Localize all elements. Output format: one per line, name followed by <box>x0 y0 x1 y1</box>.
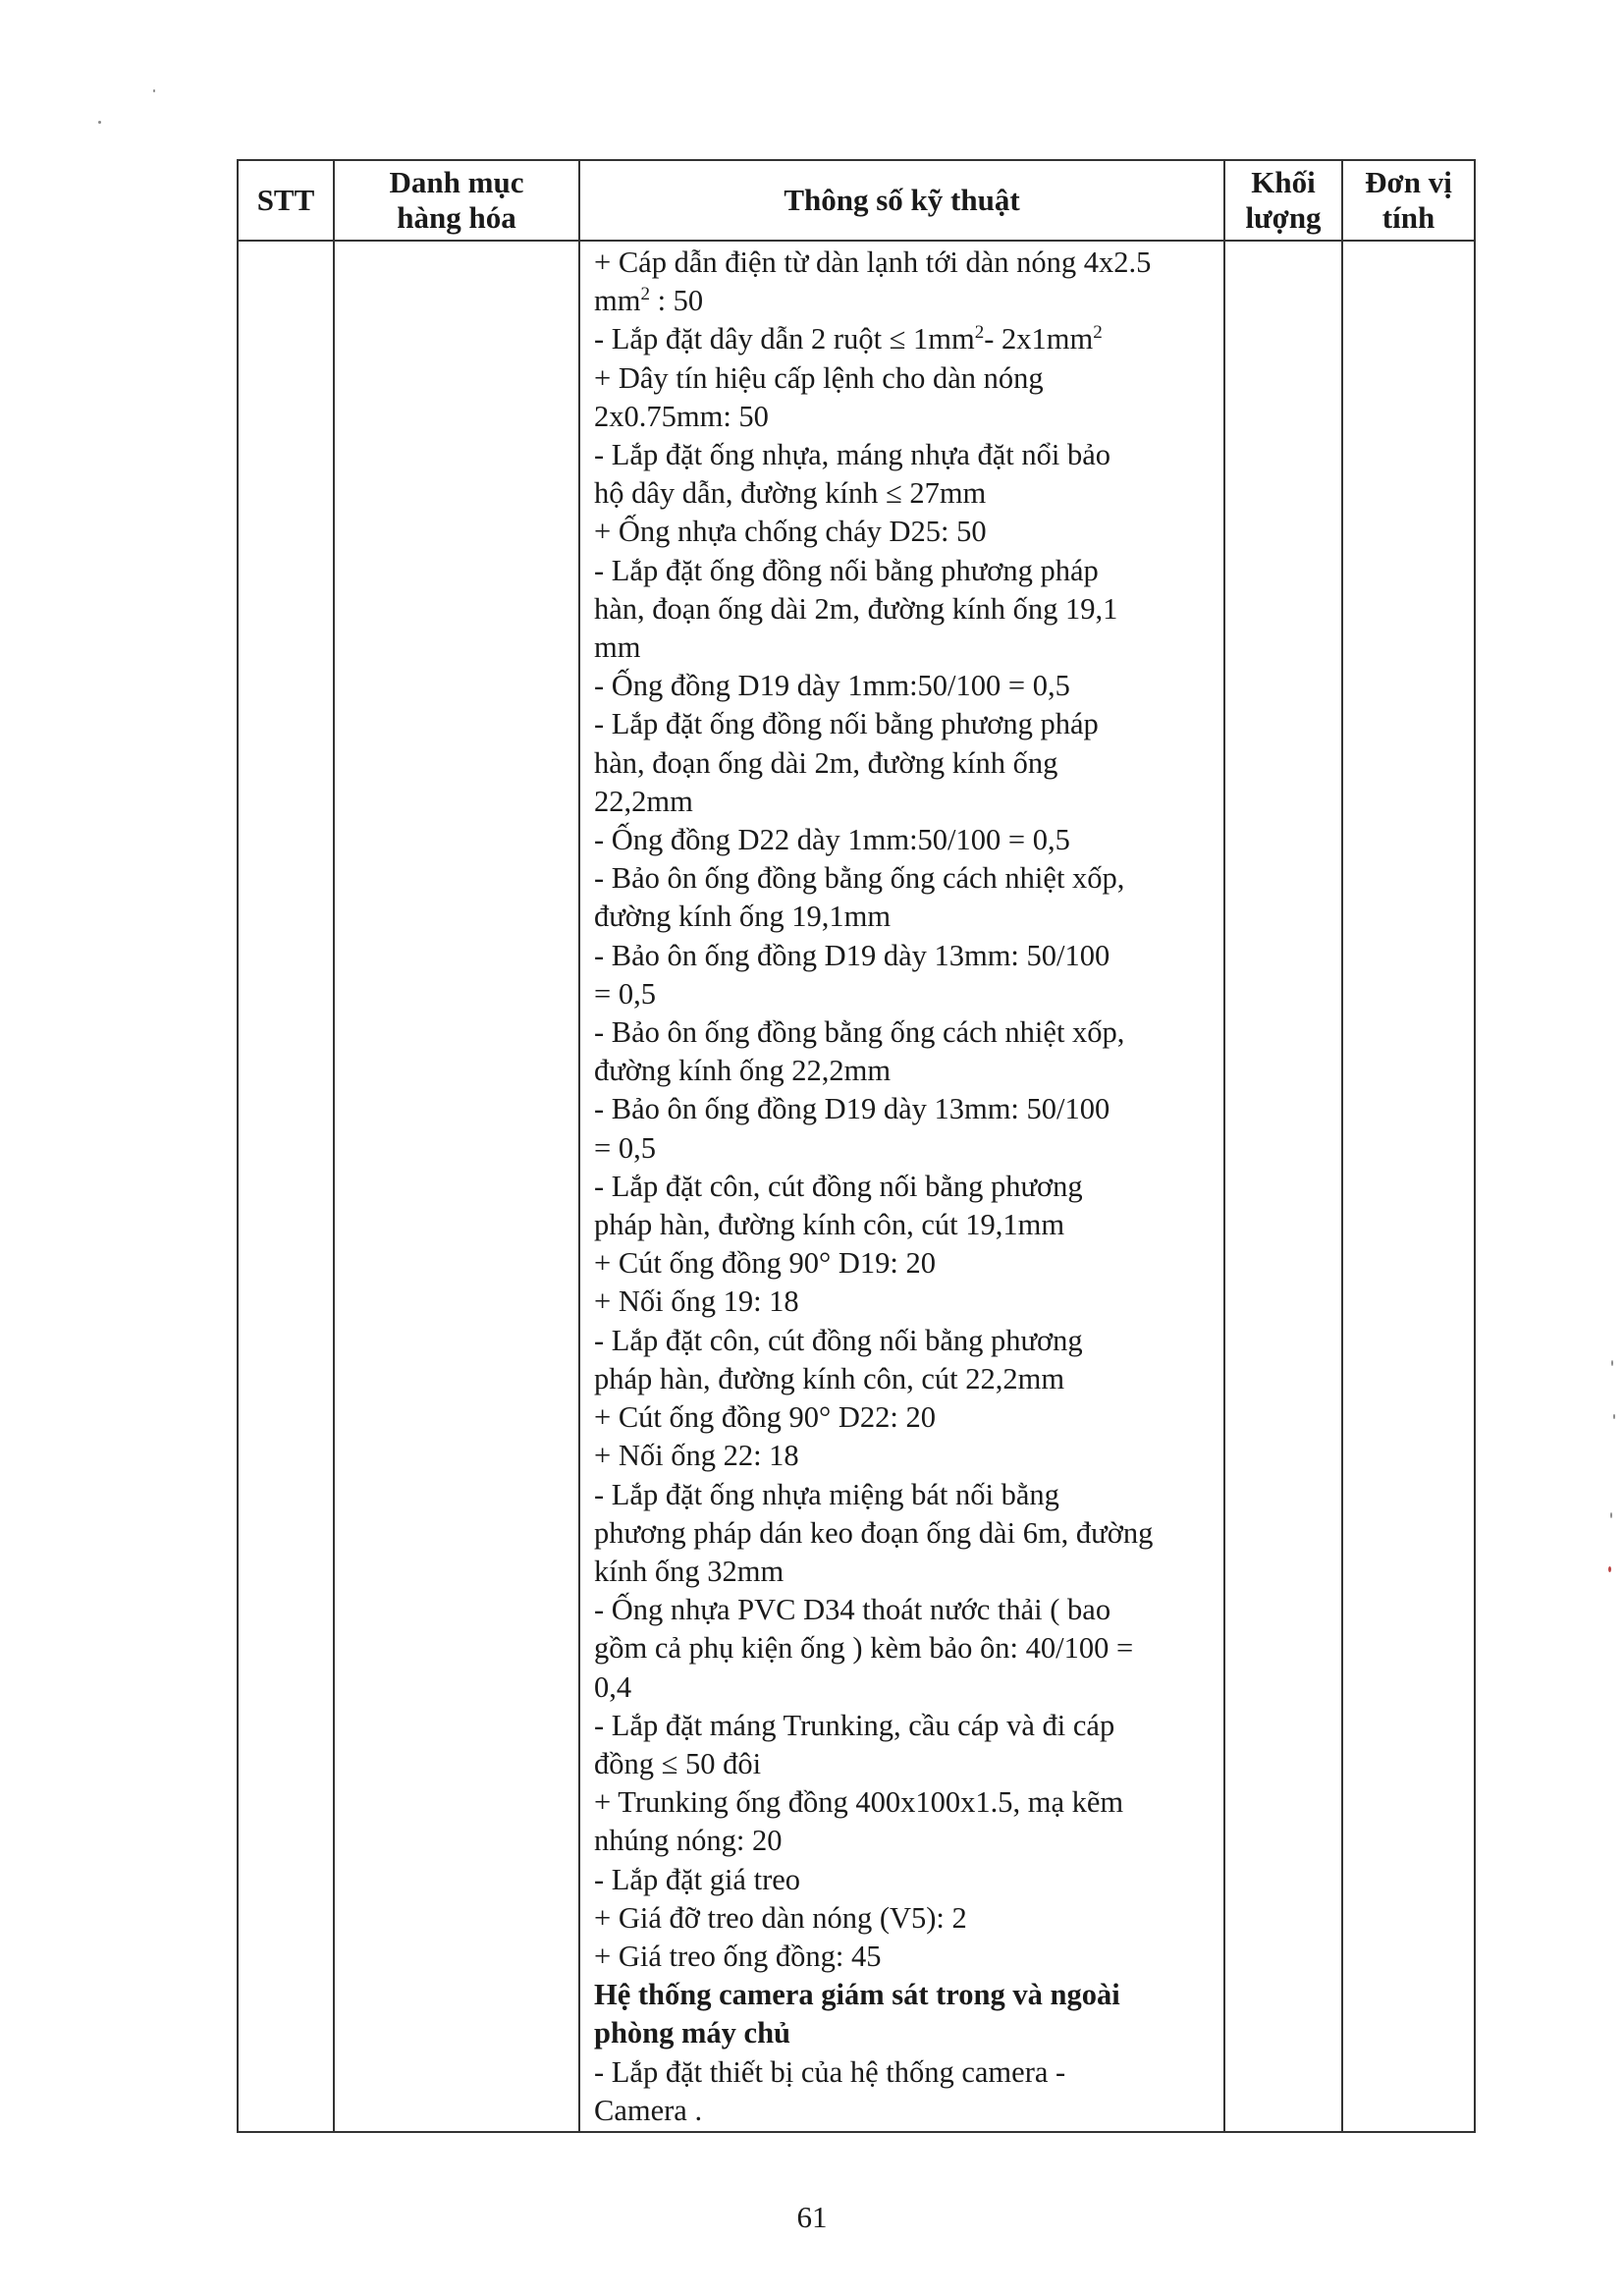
spec-line <box>594 320 1218 358</box>
spec-line <box>594 1168 1218 1206</box>
spec-text: - Lắp đặt ống đồng nối bằng phương pháp <box>594 553 1099 587</box>
scan-speck <box>1611 1360 1613 1366</box>
spec-line <box>594 1244 1218 1283</box>
spec-text: đường kính ống 19,1mm <box>594 900 892 934</box>
spec-text: - Lắp đặt máng Trunking, cầu cáp và đi cáp <box>594 1708 1115 1742</box>
spec-line <box>594 705 1218 743</box>
header-stt-label: STT <box>256 183 315 217</box>
spec-line <box>594 1013 1218 1052</box>
superscript: 2 <box>640 284 650 305</box>
spec-line <box>594 1707 1218 1745</box>
header-item-category <box>334 160 579 241</box>
section-heading-line <box>594 2014 1218 2052</box>
spec-line <box>594 1360 1218 1398</box>
scan-speck <box>98 121 101 124</box>
spec-text: - Bảo ôn ống đồng bằng ống cách nhiệt xốp, <box>594 861 1125 896</box>
spec-line <box>594 436 1218 474</box>
spec-line <box>594 1052 1218 1090</box>
spec-text: mm <box>594 630 641 665</box>
header-technical-specs-label: Thông số kỹ thuật <box>784 183 1020 217</box>
spec-text: kính ống 32mm <box>594 1554 785 1588</box>
spec-text: - Lắp đặt ống nhựa miệng bát nối bằng <box>594 1477 1059 1511</box>
header-item-category-line1: Danh mục <box>389 165 524 199</box>
spec-text: - Lắp đặt ống nhựa, máng nhựa đặt nổi bảo <box>594 438 1111 472</box>
spec-line <box>594 898 1218 936</box>
spec-line <box>594 1206 1218 1244</box>
spec-text: - Lắp đặt ống đồng nối bằng phương pháp <box>594 707 1099 741</box>
spec-line <box>594 2053 1218 2092</box>
spec-text: phương pháp dán keo đoạn ống dài 6m, đường <box>594 1515 1154 1550</box>
spec-text: - Ống nhựa PVC D34 thoát nước thải ( bao <box>594 1593 1111 1627</box>
spec-text: - Lắp đặt dây dẫn 2 ruột ≤ 1mm <box>594 322 975 356</box>
spec-text: pháp hàn, đường kính côn, cút 22,2mm <box>594 1361 1065 1395</box>
spec-text: - 2x1mm <box>984 322 1094 356</box>
spec-text: + Cút ống đồng 90° D19: 20 <box>594 1246 936 1281</box>
superscript: 2 <box>974 322 985 344</box>
spec-text: hộ dây dẫn, đường kính ≤ 27mm <box>594 476 987 511</box>
spec-line <box>594 1476 1218 1514</box>
spec-line <box>594 1129 1218 1168</box>
spec-text: + Trunking ống đồng 400x100x1.5, mạ kẽm <box>594 1785 1124 1820</box>
header-unit-line1: Đơn vị <box>1365 165 1452 199</box>
spec-text: - Lắp đặt côn, cút đồng nối bằng phương <box>594 1323 1083 1357</box>
spec-text: Camera . <box>594 2093 703 2127</box>
spec-line <box>594 1591 1218 1629</box>
quantity-cell <box>1224 241 1342 2132</box>
spec-text: pháp hàn, đường kính côn, cút 19,1mm <box>594 1208 1065 1242</box>
spec-line <box>594 821 1218 859</box>
scan-speck <box>153 89 155 92</box>
spec-text: - Lắp đặt côn, cút đồng nối bằng phương <box>594 1169 1083 1203</box>
spec-text: 2x0.75mm: 50 <box>594 399 769 433</box>
spec-line <box>594 513 1218 551</box>
spec-line <box>594 1398 1218 1437</box>
scan-speck <box>1613 1414 1615 1419</box>
spec-text: 22,2mm <box>594 784 693 818</box>
spec-text: - Lắp đặt giá treo <box>594 1862 801 1896</box>
spec-text: + Nối ống 19: 18 <box>594 1285 799 1319</box>
header-unit <box>1342 160 1475 241</box>
spec-text: hàn, đoạn ống dài 2m, đường kính ống <box>594 745 1058 780</box>
superscript: 2 <box>1093 322 1103 344</box>
page-number: 61 <box>796 2200 828 2234</box>
spec-line <box>594 1090 1218 1128</box>
spec-line <box>594 398 1218 436</box>
spec-line <box>594 629 1218 667</box>
spec-line <box>594 2092 1218 2130</box>
spec-text: + Giá treo ống đồng: 45 <box>594 1939 882 1973</box>
spec-text: gồm cả phụ kiện ống ) kèm bảo ôn: 40/100 = <box>594 1631 1134 1666</box>
spec-line <box>594 1283 1218 1321</box>
spec-line <box>594 1861 1218 1899</box>
item-category-cell <box>334 241 579 2132</box>
header-quantity-line1: Khối <box>1251 165 1316 199</box>
spec-line <box>594 744 1218 783</box>
spec-line <box>594 1899 1218 1938</box>
spec-text: + Giá đỡ treo dàn nóng (V5): 2 <box>594 1900 967 1935</box>
spec-text: = 0,5 <box>594 976 656 1011</box>
spec-text: - Ống đồng D19 dày 1mm:50/100 = 0,5 <box>594 669 1070 703</box>
spec-line <box>594 1822 1218 1860</box>
spec-line <box>594 1514 1218 1553</box>
spec-line <box>594 937 1218 975</box>
spec-line <box>594 590 1218 629</box>
spec-line <box>594 783 1218 821</box>
spec-line <box>594 282 1218 320</box>
spec-text: - Bảo ôn ống đồng bằng ống cách nhiệt xốp, <box>594 1015 1125 1050</box>
spec-text: + Ống nhựa chống cháy D25: 50 <box>594 515 987 549</box>
spec-line <box>594 1553 1218 1591</box>
stt-cell <box>238 241 334 2132</box>
spec-line <box>594 1437 1218 1475</box>
header-item-category-line2: hàng hóa <box>397 200 516 235</box>
header-technical-specs <box>579 160 1224 241</box>
spec-text: - Lắp đặt thiết bị của hệ thống camera - <box>594 2054 1066 2089</box>
header-quantity-line2: lượng <box>1245 200 1322 235</box>
spec-line <box>594 1629 1218 1667</box>
spec-line <box>594 1783 1218 1822</box>
spec-line <box>594 474 1218 513</box>
spec-line <box>594 244 1218 282</box>
spec-line <box>594 1938 1218 1976</box>
spec-text: : 50 <box>649 284 704 318</box>
spec-line <box>594 1322 1218 1360</box>
spec-text: đồng ≤ 50 đôi <box>594 1746 762 1780</box>
spec-line <box>594 552 1218 590</box>
unit-cell <box>1342 241 1475 2132</box>
spec-table <box>237 159 1476 2133</box>
spec-text: - Ống đồng D22 dày 1mm:50/100 = 0,5 <box>594 823 1070 857</box>
spec-text: nhúng nóng: 20 <box>594 1824 783 1858</box>
spec-text: 0,4 <box>594 1669 632 1704</box>
spec-text: mm <box>594 284 641 318</box>
spec-lines <box>594 244 1218 2130</box>
technical-specs-cell <box>579 241 1224 2132</box>
section-heading-line <box>594 1976 1218 2014</box>
header-stt <box>238 160 334 241</box>
spec-text: + Cút ống đồng 90° D22: 20 <box>594 1400 936 1435</box>
table-header-row <box>238 160 1475 241</box>
spec-text: - Bảo ôn ống đồng D19 dày 13mm: 50/100 <box>594 1092 1110 1126</box>
spec-text: = 0,5 <box>594 1130 656 1165</box>
spec-text: phòng máy chủ <box>594 2016 791 2050</box>
spec-line <box>594 859 1218 898</box>
spec-text: đường kính ống 22,2mm <box>594 1054 892 1088</box>
spec-text: hàn, đoạn ống dài 2m, đường kính ống 19,1 <box>594 591 1118 626</box>
spec-line <box>594 1745 1218 1783</box>
spec-text: - Bảo ôn ống đồng D19 dày 13mm: 50/100 <box>594 938 1110 972</box>
spec-line <box>594 1668 1218 1707</box>
spec-text: + Nối ống 22: 18 <box>594 1439 799 1473</box>
spec-line <box>594 359 1218 398</box>
spec-text: + Cáp dẫn điện từ dàn lạnh tới dàn nóng 4x2.5 <box>594 246 1152 279</box>
spec-line <box>594 667 1218 705</box>
spec-text: + Dây tín hiệu cấp lệnh cho dàn nóng <box>594 360 1044 395</box>
scan-speck <box>1610 1512 1612 1518</box>
header-unit-line2: tính <box>1381 200 1435 235</box>
spec-text: Hệ thống camera giám sát trong và ngoài <box>594 1978 1120 2012</box>
spec-line <box>594 975 1218 1013</box>
header-quantity <box>1224 160 1342 241</box>
table-row <box>238 241 1475 2132</box>
scan-speck <box>1608 1566 1611 1572</box>
